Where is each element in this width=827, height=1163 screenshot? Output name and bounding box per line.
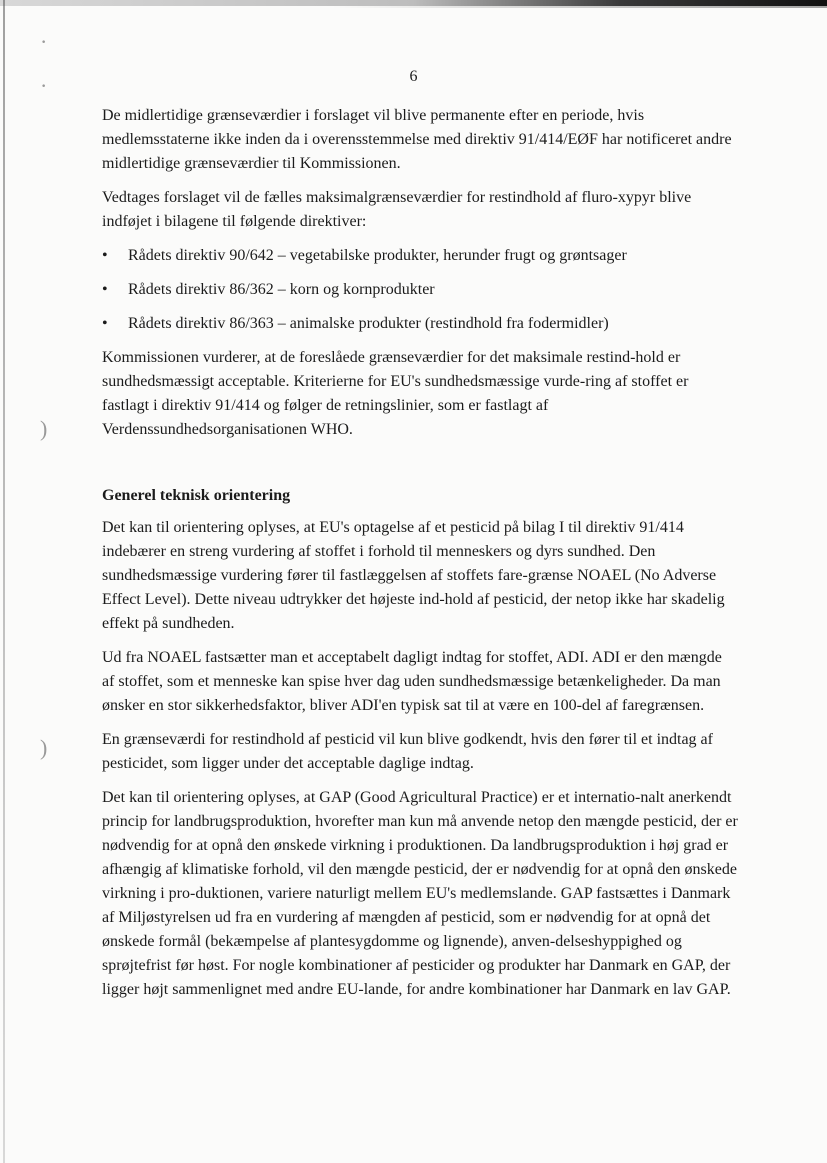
page-number: 6 (409, 68, 418, 85)
paragraph: De midlertidige grænseværdier i forslaget vil blive permanente efter en periode, hvis medlemsstaterne ikke inden da i overensstemmelse med direktiv 91/414/EØF har notificeret andre midlertidige grænseværdier til Kommissionen. (102, 107, 732, 172)
list-item (102, 278, 738, 302)
list-item-text: Rådets direktiv 90/642 – vegetabilske produkter, herunder frugt og grøntsager (128, 247, 627, 264)
paragraph: Vedtages forslaget vil de fælles maksimalgrænseværdier for restindhold af fluro-xypyr blive indføjet i bilagene til følgende direktiver: (102, 189, 692, 230)
paragraph: Ud fra NOAEL fastsætter man et acceptabelt dagligt indtag for stoffet, ADI. ADI er den mængde af stoffet, som et menneske kan spise hver dag uden sundhedsmæssige betænkeligheder. Da man ønsker en stor sikkerhedsfaktor, bliver ADI'en typisk sat til at være en 100-del af faregrænsen. (102, 649, 722, 714)
scan-mark: · (40, 29, 48, 54)
paragraph: Kommissionen vurderer, at de foreslåede grænseværdier for det maksimale restind-hold er sundhedsmæssigt acceptable. Kriterierne for EU's sundhedsmæssige vurde-ring af stoffet er fastlagt i direktiv 91/414 og følger de retningslinier, som er fastlagt af Verdenssundhedsorganisationen WHO. (102, 349, 689, 438)
paragraph: Det kan til orientering oplyses, at EU's optagelse af et pesticid på bilag I til direktiv 91/414 indebærer en streng vurdering af stoffet i forhold til menneskers og dyrs sundhed. Den sundhedsmæssige vurdering fører til fastlæggelsen af stoffets fare-grænse NOAEL (No Adverse Effect Level). Dette niveau udtrykker det højeste ind-hold af pesticid, der netop ikke har skadelig effekt på sundheden. (102, 519, 725, 632)
scan-top-shadow (0, 6, 827, 8)
list-item-text: Rådets direktiv 86/362 – korn og kornprodukter (128, 281, 435, 298)
scan-left-edge (3, 0, 5, 1163)
paragraph: Det kan til orientering oplyses, at GAP (Good Agricultural Practice) er et internatio-nalt anerkendt princip for landbrugsproduktion, hvorefter man kun må anvende netop den mængde pesticid, der er nødvendig for at opnå den ønskede virkning i produktionen. Da landbrugsproduktion i høj grad er afhængig af klimatiske forhold, vil den mængde pesticid, der er nødvendig for at opnå den ønskede virkning i pro-duktionen, variere naturligt mellem EU's medlemslande. GAP fastsættes i Danmark af Miljøstyrelsen ud fra en vurdering af mængden af pesticid, som er nødvendig for at opnå det ønskede formål (bekæmpelse af plantesygdomme og lignende), anven-delseshyppighed og sprøjtefrist før høst. For nogle kombinationer af pesticider og produkter har Danmark en GAP, der ligger højt sammenlignet med andre EU-lande, for andre kombinationer har Danmark en lav GAP. (102, 789, 738, 998)
section-heading: Generel teknisk orientering (102, 487, 291, 504)
bullet: • (102, 315, 108, 332)
list-item (102, 244, 738, 268)
list-item (102, 312, 738, 336)
document-body (102, 104, 738, 1012)
punch-hole-mark: ) (40, 735, 48, 760)
bullet: • (102, 281, 108, 298)
directive-list (102, 244, 738, 336)
punch-hole-mark: ) (40, 416, 48, 441)
paragraph: En grænseværdi for restindhold af pesticid vil kun blive godkendt, hvis den fører til et indtag af pesticidet, som ligger under det acceptable daglige indtag. (102, 731, 713, 772)
scan-mark: · (40, 73, 48, 98)
list-item-text: Rådets direktiv 86/363 – animalske produkter (restindhold fra fodermidler) (128, 315, 609, 332)
bullet: • (102, 247, 108, 264)
